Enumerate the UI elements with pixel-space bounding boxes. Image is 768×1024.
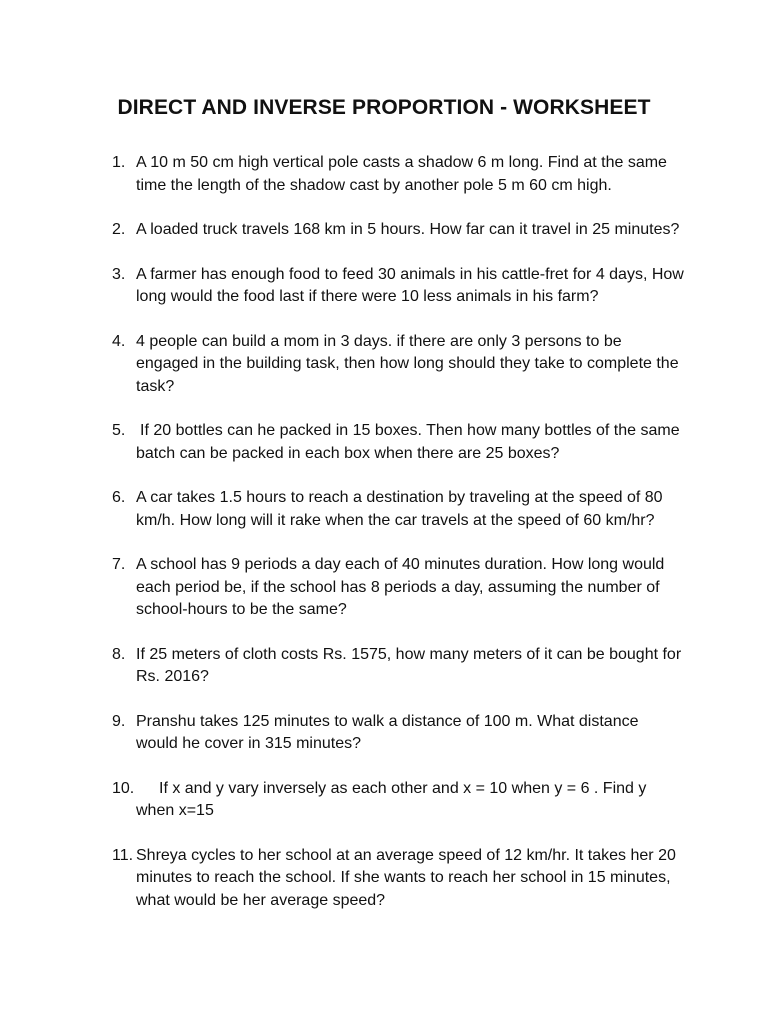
question-item	[0, 420, 768, 465]
question-number: 3.	[112, 265, 126, 283]
question-number: 2.	[112, 221, 126, 238]
question-number: 11.	[112, 846, 134, 864]
question-item	[0, 711, 768, 756]
question-text: A car takes 1.5 hours to reach a destination by traveling at the speed of 80 km/h. How long will it rake when the car travels at the speed of 60 km/hr?	[136, 489, 663, 529]
page-title: DIRECT AND INVERSE PROPORTION - WORKSHEET	[117, 96, 651, 119]
question-item	[0, 778, 768, 823]
question-text: A farmer has enough food to feed 30 animals in his cattle-fret for 4 days, How long would the food last if there were 10 less animals in his farm?	[136, 265, 684, 305]
question-number: 5.	[112, 422, 126, 439]
question-number: 9.	[112, 712, 126, 730]
question-number: 7.	[112, 556, 126, 573]
question-item	[0, 554, 768, 622]
question-text: A loaded truck travels 168 km in 5 hours. How far can it travel in 25 minutes?	[136, 221, 680, 238]
question-text: If 25 meters of cloth costs Rs. 1575, how many meters of it can be bought for Rs. 2016?	[136, 645, 682, 685]
question-item	[0, 644, 768, 689]
question-text: A 10 m 50 cm high vertical pole casts a shadow 6 m long. Find at the same time the length of the shadow cast by another pole 5 m 60 cm high.	[136, 154, 667, 194]
question-text: If x and y vary inversely as each other and x = 10 when y = 6 . Find y when x=15	[136, 779, 647, 819]
question-item	[0, 219, 768, 242]
question-item	[0, 331, 768, 399]
question-number: 10.	[112, 779, 135, 797]
question-number: 1.	[112, 154, 126, 171]
question-item	[0, 152, 768, 197]
question-text: If 20 bottles can he packed in 15 boxes. Then how many bottles of the same batch can be packed in each box when there are 25 boxes?	[136, 422, 680, 462]
question-number: 4.	[112, 332, 126, 350]
question-list	[0, 152, 768, 934]
question-text: 4 people can build a mom in 3 days. if there are only 3 persons to be engaged in the building task, then how long should they take to complete the task?	[136, 332, 679, 395]
question-number: 6.	[112, 489, 126, 506]
question-item	[0, 264, 768, 309]
question-text: Pranshu takes 125 minutes to walk a distance of 100 m. What distance would he cover in 315 minutes?	[136, 712, 639, 752]
question-text: Shreya cycles to her school at an average speed of 12 km/hr. It takes her 20 minutes to reach the school. If she wants to reach her school in 15 minutes, what would be her average speed?	[136, 846, 676, 909]
question-item	[0, 487, 768, 532]
question-number: 8.	[112, 645, 126, 663]
question-item	[0, 845, 768, 913]
question-text: A school has 9 periods a day each of 40 minutes duration. How long would each period be, if the school has 8 periods a day, assuming the number of school-hours to be the same?	[136, 556, 665, 618]
